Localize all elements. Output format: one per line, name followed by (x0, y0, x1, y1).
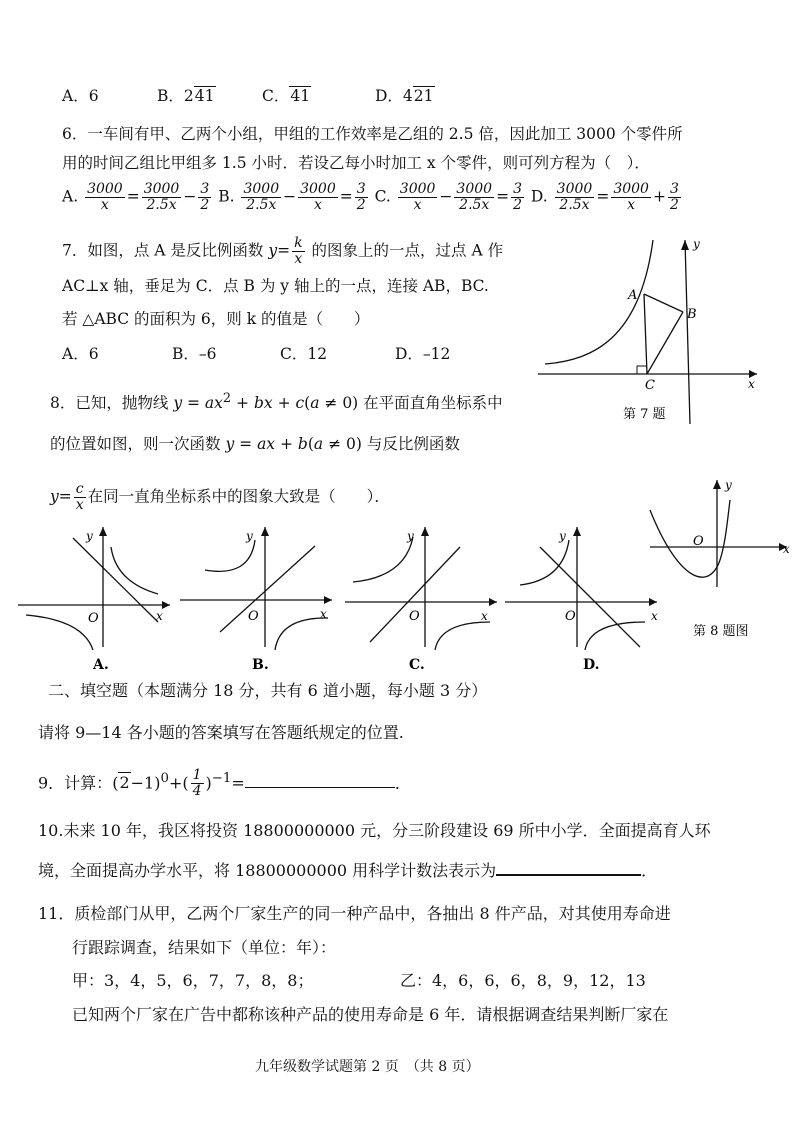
q7-line1-part2: 的图象上的一点，过点 A 作 (311, 241, 504, 260)
q8-line1-part1: 8．已知，抛物线 (50, 394, 169, 413)
q10-line1: 10.未来 10 年，我区将投资 18800000000 元，分三阶段建设 69 所中小学．全面提高育人环 (38, 821, 711, 840)
q5-option-d: D．421 (375, 87, 434, 105)
svg-text:x: x (320, 607, 327, 621)
q9-prefix: 9．计算： (38, 773, 113, 793)
q6-line1: 6．一车间有甲、乙两个小组，甲组的工作效率是乙组的 2.5 倍，因此加工 3000 个零件所 (62, 125, 683, 143)
q8-line3-text: 在同一直角坐标系中的图象大致是（ ）． (87, 487, 390, 506)
q10-line2 (38, 860, 657, 882)
q6-options: A. $\frac{3000}{x}$ = $\frac{3000}{2.5x}$ − $\frac{3}{2}$ B. $\frac{3000}{2.5x}$ − $\frac{3000}{x}$ = $\frac{3}{2}$ C. $\frac{3000}{x}$ − $\frac{3000}{2.5x}$ = $\frac{3}{2}$ D. $\frac{3000}{2.5x}$ = $\frac{3000}{x}$ + $\frac{3}{2}$ (62, 181, 679, 213)
svg-text:C: C (645, 378, 655, 393)
svg-text:y: y (407, 529, 414, 543)
section2-title: 二、填空题（本题满分 18 分，共有 6 道小题，每小题 3 分） (48, 681, 488, 700)
q11-line4: 已知两个厂家在广告中都称该种产品的使用寿命是 6 年．请根据调查结果判断厂家在 (72, 1005, 669, 1024)
q5-option-b: B．241 (157, 87, 215, 105)
q11-data-jia: 甲：3，4，5，6，7，7，8，8； (72, 971, 314, 990)
q7-line1: 7．如图，点 A 是反比例函数 y= $\frac{k}{x}$ 的图象上的一点，过点 A 作 (62, 235, 504, 267)
q7-line1-part1: 7．如图，点 A 是反比例函数 (62, 241, 264, 260)
q8-label-a: A. (93, 657, 109, 672)
section2-note: 请将 9—14 各小题的答案填写在答题纸规定的位置. (38, 723, 404, 742)
q6-option-b-label: B. (218, 187, 235, 206)
svg-text:O: O (88, 611, 99, 626)
page-footer: 九年级数学试题第 2 页 （共 8 页） (255, 1059, 480, 1075)
svg-text:y: y (693, 237, 700, 251)
q8-line3: y= $\frac{c}{x}$ 在同一直角坐标系中的图象大致是（ ）． (50, 481, 390, 513)
q8-line2-part2: 与反比例函数 (366, 435, 460, 453)
q6-option-c-label: C. (374, 187, 391, 206)
q7-option-d: D．–12 (395, 345, 451, 363)
svg-text:y: y (559, 529, 566, 543)
q9-answer-blank[interactable] (245, 773, 395, 788)
q8-label-c: C. (409, 657, 425, 672)
q9-suffix: ． (394, 773, 411, 793)
q7-option-a: A．6 (62, 345, 99, 363)
q5-option-a: A．6 (62, 87, 99, 105)
q10-line2-text: 境，全面提高办学水平，将 18800000000 用科学计数法表示为 (38, 861, 497, 880)
q8-label-b: B. (252, 657, 269, 672)
q8-line2-part1: 的位置如图，则一次函数 (50, 435, 221, 453)
svg-text:y: y (725, 478, 732, 492)
q8-figure (645, 475, 794, 645)
q8-graph-b (180, 522, 340, 672)
svg-text:x: x (651, 609, 658, 623)
svg-text:B: B (687, 307, 697, 322)
svg-text:x: x (481, 609, 488, 623)
q7-figure (535, 232, 765, 427)
svg-text:x: x (748, 377, 755, 391)
svg-text:y: y (246, 529, 253, 543)
q7-line3: 若 △ABC 的面积为 6，则 k 的值是（ ） (62, 310, 370, 328)
q10-suffix: ． (641, 861, 658, 880)
svg-text:O: O (693, 534, 704, 549)
q5-option-c: C．41 (262, 87, 311, 105)
q7-option-c: C．12 (280, 345, 328, 363)
q8-fig-caption: 第 8 题图 (693, 624, 749, 639)
q7-option-b: B．–6 (172, 345, 217, 363)
q10-answer-blank[interactable] (496, 860, 641, 876)
q8-graph-a (18, 522, 178, 672)
q8-graph-c (345, 522, 505, 672)
q11-line1: 11．质检部门从甲，乙两个厂家生产的同一种产品中，各抽出 8 件产品，对其使用寿命进 (38, 904, 671, 923)
svg-text:x: x (156, 609, 163, 623)
svg-text:y: y (86, 529, 93, 543)
svg-text:O: O (248, 609, 259, 624)
q8-line1: 8．已知，抛物线 $y = ax^2$ + bx + c(a ≠ 0) 在平面直角坐标系中 (50, 391, 503, 413)
svg-text:O: O (565, 609, 576, 624)
q8-label-d: D. (583, 657, 600, 672)
q8-graph-d (505, 522, 665, 672)
q11-data-yi: 乙：4，6，6，6，8，9，12，13 (400, 971, 646, 990)
q7-line2: AC⊥x 轴，垂足为 C．点 B 为 y 轴上的一点，连接 AB，BC. (62, 277, 489, 295)
q6-option-d-label: D. (530, 187, 548, 206)
q6-line2: 用的时间乙组比甲组多 1.5 小时．若设乙每小时加工 x 个零件，则可列方程为（ ）． (62, 154, 650, 172)
q8-line1-part2: 在平面直角坐标系中 (363, 394, 503, 413)
svg-text:x: x (783, 542, 790, 556)
q6-option-a-label: A. (62, 187, 79, 206)
svg-text:A: A (628, 288, 638, 303)
q11-line2: 行跟踪调查，结果如下（单位：年）： (72, 938, 337, 957)
q7-fig-caption: 第 7 题 (623, 407, 666, 422)
q8-line2: 的位置如图，则一次函数 y = ax + b(a ≠ 0) 与反比例函数 (50, 435, 460, 453)
q9-line: 9．计算：$(2-1)^0+$( $\frac{1}{4}$ )$^{-1}$= ． (38, 767, 411, 800)
svg-text:O: O (409, 609, 420, 624)
